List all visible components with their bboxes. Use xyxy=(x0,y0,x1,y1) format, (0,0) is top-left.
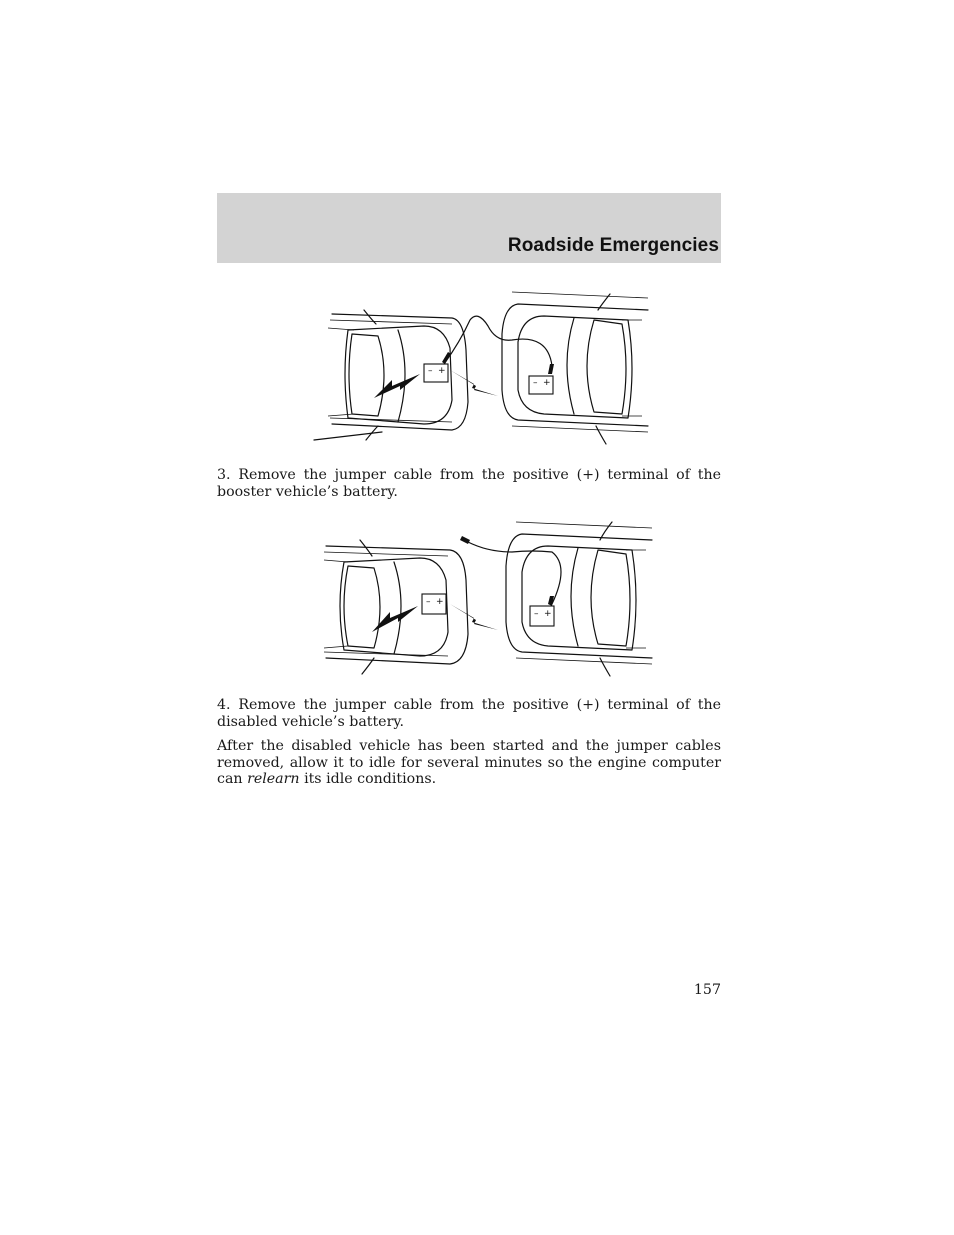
right-vehicle-outline xyxy=(506,522,652,676)
svg-text:–: – xyxy=(428,366,433,376)
note-text-start: After the disabled vehicle has been started and the jumper cables removed, allow it to idle for several minutes so the engine computer can xyxy=(217,738,721,787)
jump-start-diagram-step4 xyxy=(312,518,656,682)
jumper-cable xyxy=(468,542,561,604)
svg-text:+: + xyxy=(544,609,552,619)
svg-text:–: – xyxy=(426,597,431,607)
right-vehicle-outline xyxy=(502,292,648,444)
relearn-emphasis: relearn xyxy=(247,771,300,787)
note-text-end: its idle conditions. xyxy=(299,771,437,787)
spark-bolt-right xyxy=(450,604,498,630)
svg-text:–: – xyxy=(533,378,538,388)
idle-relearn-note xyxy=(217,738,721,788)
left-battery-icon xyxy=(424,364,448,382)
section-title: Roadside Emergencies xyxy=(507,235,719,256)
cable-clamp-left xyxy=(442,352,451,364)
right-battery-icon xyxy=(529,376,553,394)
svg-text:+: + xyxy=(543,378,551,388)
spark-bolt-left xyxy=(374,374,420,398)
step-3-instruction: 3. Remove the jumper cable from the positive (+) terminal of the booster vehicle’s battery. xyxy=(217,467,721,500)
spark-bolt-right xyxy=(450,370,498,396)
svg-text:+: + xyxy=(436,597,444,607)
cable-clamp-right xyxy=(548,364,554,374)
page-number: 157 xyxy=(693,982,721,998)
jump-start-diagram-step3 xyxy=(312,290,652,452)
left-battery-icon xyxy=(422,594,446,614)
svg-text:+: + xyxy=(438,366,446,376)
section-header-band xyxy=(217,193,721,263)
svg-text:–: – xyxy=(534,609,539,619)
right-battery-icon xyxy=(530,606,554,626)
step-4-instruction: 4. Remove the jumper cable from the positive (+) terminal of the disabled vehicle’s battery. xyxy=(217,697,721,730)
cable-clamp-loose xyxy=(460,536,470,544)
